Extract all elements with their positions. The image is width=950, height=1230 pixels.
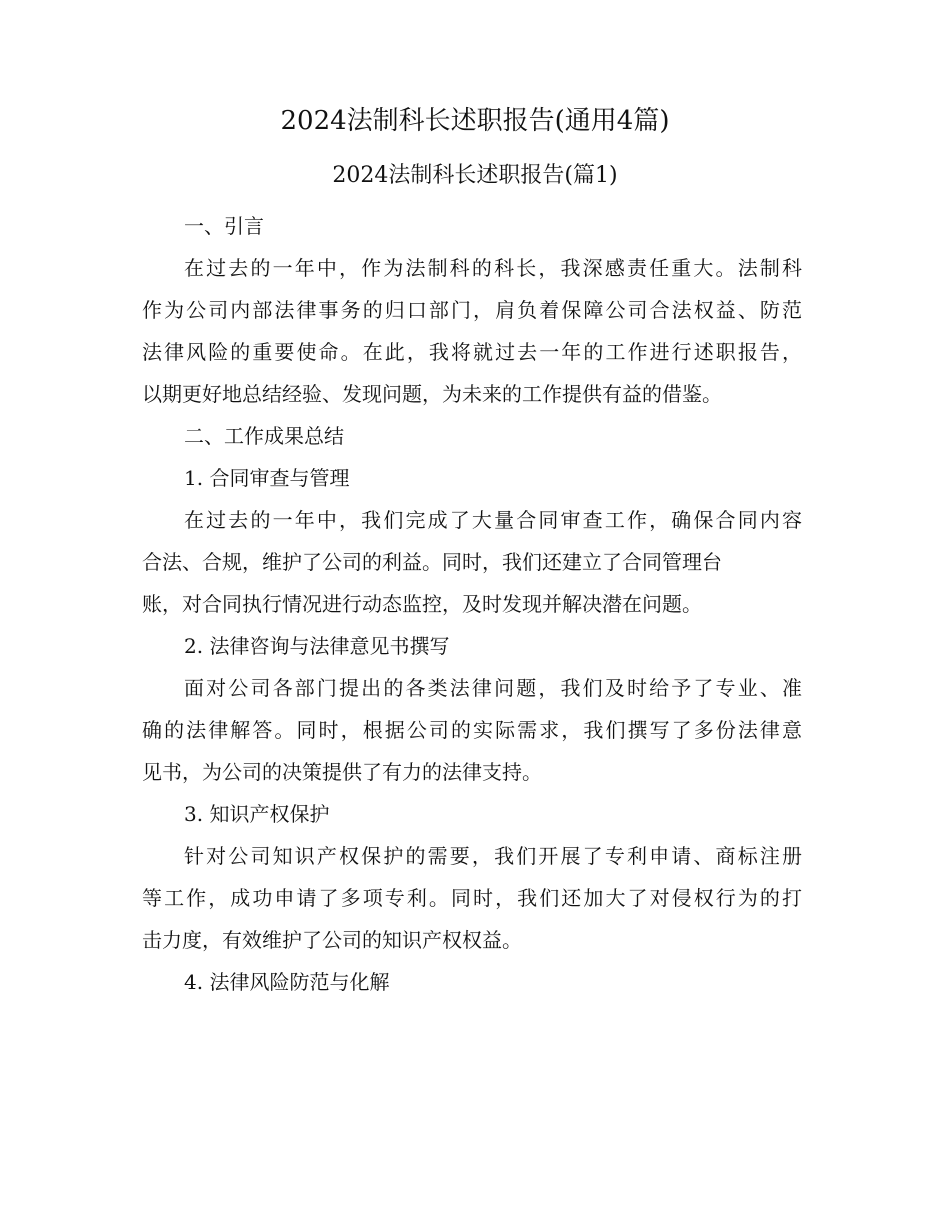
subsection-heading: 2. 法律咨询与法律意见书撰写 bbox=[184, 634, 450, 658]
document-subtitle: 2024法制科长述职报告(篇1) bbox=[332, 163, 618, 188]
subsection-heading: 3. 知识产权保护 bbox=[184, 802, 330, 826]
paragraph-line: 面对公司各部门提出的各类法律问题，我们及时给予了专业、准 bbox=[184, 676, 802, 700]
subsection-heading: 4. 法律风险防范与化解 bbox=[184, 970, 390, 994]
paragraph-line: 法律风险的重要使命。在此，我将就过去一年的工作进行述职报告， bbox=[142, 340, 802, 364]
paragraph-line: 确的法律解答。同时，根据公司的实际需求，我们撰写了多份法律意 bbox=[142, 718, 802, 742]
paragraph-line: 账，对合同执行情况进行动态监控，及时发现并解决潜在问题。 bbox=[142, 592, 702, 616]
paragraph-line: 在过去的一年中，我们完成了大量合同审查工作，确保合同内容 bbox=[184, 508, 802, 532]
document-title: 2024法制科长述职报告(通用4篇) bbox=[280, 106, 670, 136]
paragraph-line: 以期更好地总结经验、发现问题，为未来的工作提供有益的借鉴。 bbox=[142, 382, 722, 406]
section-heading: 一、引言 bbox=[184, 214, 264, 238]
paragraph-line: 作为公司内部法律事务的归口部门，肩负着保障公司合法权益、防范 bbox=[142, 298, 802, 322]
section-heading: 二、工作成果总结 bbox=[184, 424, 344, 448]
paragraph-line: 针对公司知识产权保护的需要，我们开展了专利申请、商标注册 bbox=[184, 844, 802, 868]
document-body bbox=[142, 205, 802, 1003]
paragraph-line: 等工作，成功申请了多项专利。同时，我们还加大了对侵权行为的打 bbox=[142, 886, 802, 910]
paragraph-line: 合法、合规，维护了公司的利益。同时，我们还建立了合同管理台 bbox=[142, 550, 722, 574]
paragraph-line: 见书，为公司的决策提供了有力的法律支持。 bbox=[142, 760, 542, 784]
paragraph-line: 击力度，有效维护了公司的知识产权权益。 bbox=[142, 928, 522, 952]
subsection-heading: 1. 合同审查与管理 bbox=[184, 466, 350, 490]
paragraph-line: 在过去的一年中，作为法制科的科长，我深感责任重大。法制科 bbox=[184, 256, 802, 280]
